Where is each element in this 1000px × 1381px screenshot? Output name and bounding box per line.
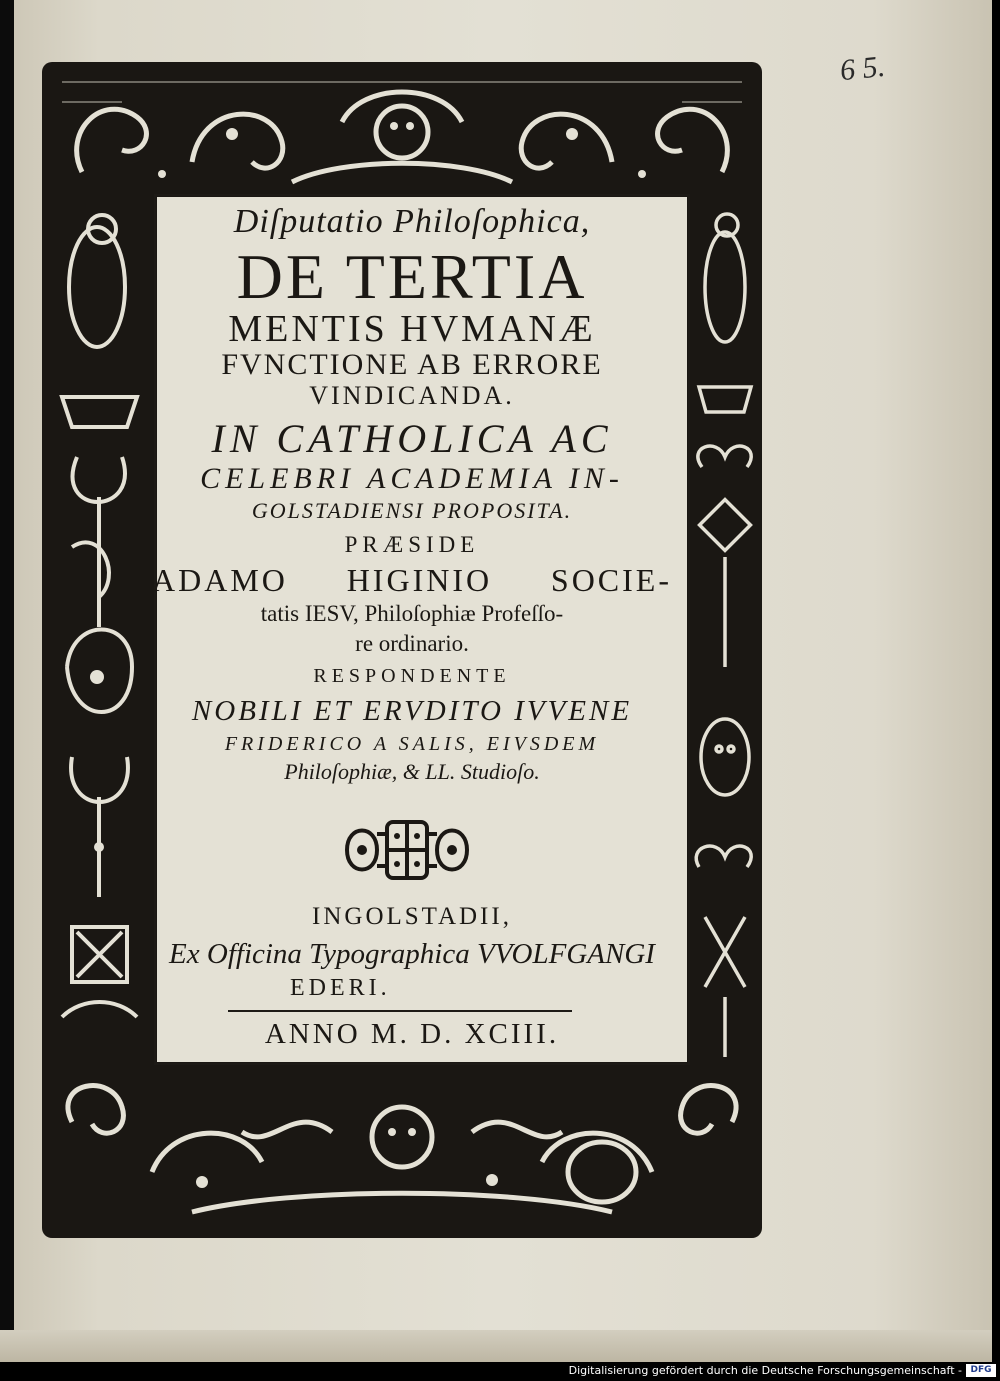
woodcut-right-column xyxy=(687,197,762,1062)
praeside-label: PRÆSIDE xyxy=(344,532,480,557)
praeses-line-2: tatis IESV, Philoſophiæ Profeſſo- xyxy=(260,601,564,626)
digitization-credit: Digitalisierung gefördert durch die Deutsche Forschungsgemeinschaft - xyxy=(568,1364,962,1377)
title-line-2: MENTIS HVMANÆ xyxy=(228,308,596,350)
imprint-rule xyxy=(228,1010,572,1012)
subtitle: Diſputatio Philoſophica, xyxy=(233,203,591,240)
woodcut-top-ornament xyxy=(42,62,762,197)
page-bottom-edge xyxy=(0,1330,992,1362)
academy-line-1: IN CATHOLICA AC xyxy=(211,416,613,461)
woodcut-left-column xyxy=(42,197,157,1062)
title-line-3: FVNCTIONE AB ERRORE xyxy=(221,348,603,381)
imprint-printer-line: Ex Officina Typographica VVOLFGANGI xyxy=(169,938,655,970)
respondente-label: RESPONDENTE xyxy=(313,665,511,687)
imprint-block xyxy=(152,898,672,1004)
book-gutter xyxy=(0,0,14,1362)
title-line-4: VINDICANDA. xyxy=(309,381,515,410)
imprint-city: INGOLSTADII, xyxy=(312,903,512,930)
imprint-year: ANNO M. D. XCIII. xyxy=(264,1018,560,1050)
imprint-printer-name: EDERI. xyxy=(290,975,391,1001)
respondens-line-3: Philoſophiæ, & LL. Studioſo. xyxy=(284,759,540,784)
woodcut-bottom-ornament xyxy=(42,1062,762,1238)
dfg-logo: DFG xyxy=(966,1364,996,1377)
page-number-mark: 6 5. xyxy=(838,49,887,88)
title-line-1: DE TERTIA xyxy=(236,241,588,312)
respondens-line-1: NOBILI ET ERVDITO IVVENE xyxy=(191,695,633,727)
respondens-line-2: FRIDERICO A SALIS, EIVSDEM xyxy=(224,733,600,755)
academy-line-2: CELEBRI ACADEMIA IN- xyxy=(200,462,624,495)
title-text-block xyxy=(152,200,672,785)
praeses-line-1: ADAMO HIGINIO SOCIE- xyxy=(152,562,672,598)
academy-line-3: GOLSTADIENSI PROPOSITA. xyxy=(251,498,573,523)
printer-ornament-icon xyxy=(337,814,477,886)
praeses-line-3: re ordinario. xyxy=(355,631,469,656)
